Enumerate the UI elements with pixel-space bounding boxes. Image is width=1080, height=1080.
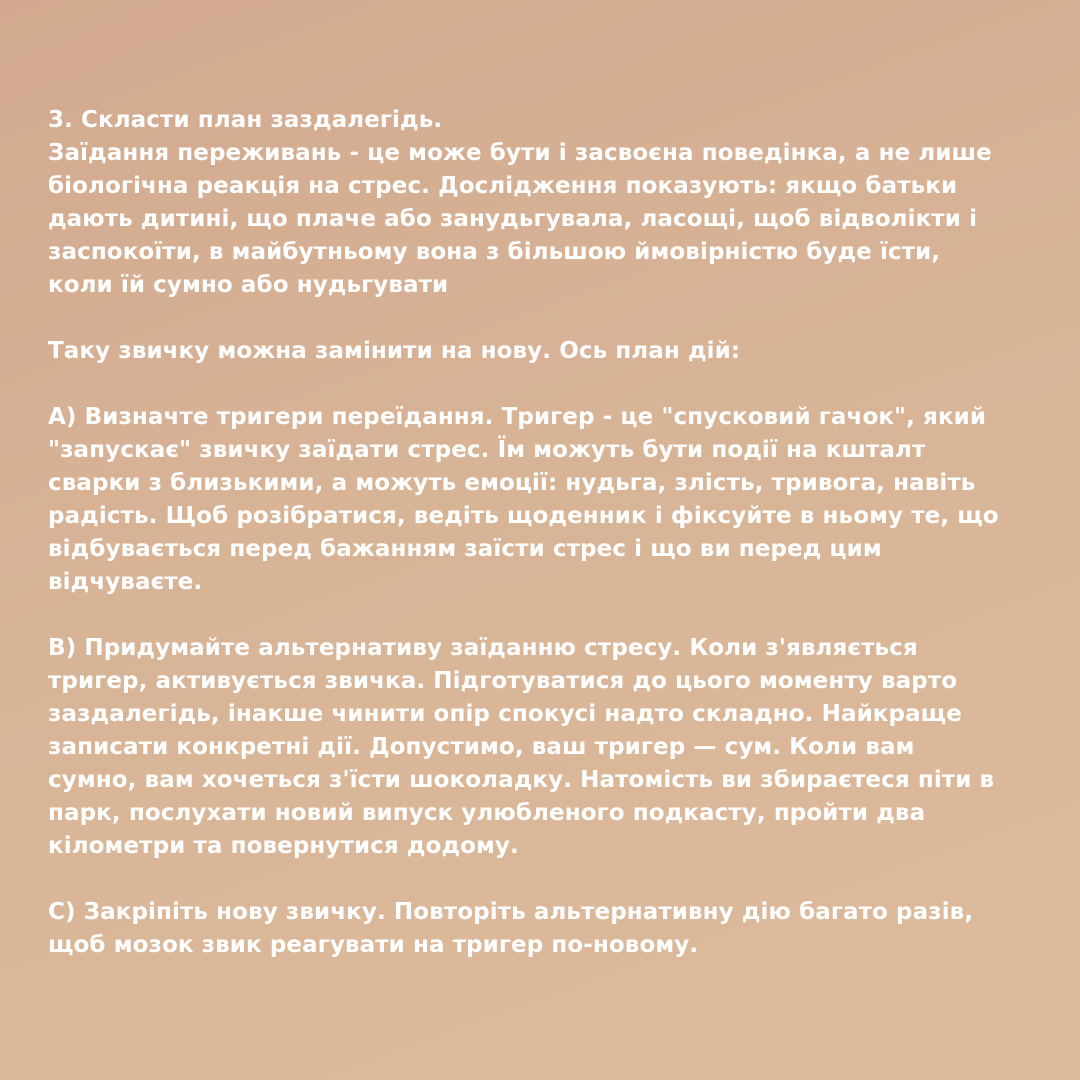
step-b-paragraph xyxy=(48,632,1048,863)
text-line: Заїдання переживань - це може бути і засвоєна поведінка, а не лише xyxy=(48,140,992,166)
text-line: тригер, активується звичка. Підготуватися до цього моменту варто xyxy=(48,668,958,694)
text-line: C) Закріпіть нову звичку. Повторіть альтернативну дію багато разів, xyxy=(48,899,974,925)
step-c-paragraph xyxy=(48,896,1048,962)
text-line: щоб мозок звик реагувати на тригер по-новому. xyxy=(48,932,699,958)
text-line: кілометри та повернутися додому. xyxy=(48,833,519,859)
text-line: "запускає" звичку заїдати стрес. Їм можуть бути події на кшталт xyxy=(48,437,926,463)
text-line: записати конкретні дії. Допустимо, ваш тригер — сум. Коли вам xyxy=(48,734,915,760)
article-text xyxy=(48,104,1048,962)
text-line: відчуваєте. xyxy=(48,569,203,595)
text-line: сумно, вам хочеться з'їсти шоколадку. Натомість ви збираєтеся піти в xyxy=(48,767,995,793)
intro-paragraph xyxy=(48,104,1048,302)
text-line: сварки з близькими, а можуть емоції: нудьга, злість, тривога, навіть xyxy=(48,470,976,496)
text-line: радість. Щоб розібратися, ведіть щоденник і фіксуйте в ньому те, що xyxy=(48,503,999,529)
text-line: парк, послухати новий випуск улюбленого подкасту, пройти два xyxy=(48,800,926,826)
text-line: заспокоїти, в майбутньому вона з більшою ймовірністю буде їсти, xyxy=(48,239,941,265)
text-line: відбувається перед бажанням заїсти стрес і що ви перед цим xyxy=(48,536,882,562)
text-line: B) Придумайте альтернативу заїданню стресу. Коли з'являється xyxy=(48,635,918,661)
section-heading: 3. Скласти план заздалегідь. xyxy=(48,107,443,133)
plan-intro-paragraph xyxy=(48,335,1048,368)
text-line: коли їй сумно або нудьгувати xyxy=(48,272,449,298)
text-line: Таку звичку можна замінити на нову. Ось план дій: xyxy=(48,338,741,364)
text-line: біологічна реакція на стрес. Дослідження показують: якщо батьки xyxy=(48,173,958,199)
text-line: A) Визначте тригери переїдання. Тригер - це "спусковий гачок", який xyxy=(48,404,987,430)
step-a-paragraph xyxy=(48,401,1048,599)
text-line: дають дитині, що плаче або занудьгувала, ласощі, щоб відволікти і xyxy=(48,206,978,232)
text-line: заздалегідь, інакше чинити опір спокусі надто складно. Найкраще xyxy=(48,701,962,727)
